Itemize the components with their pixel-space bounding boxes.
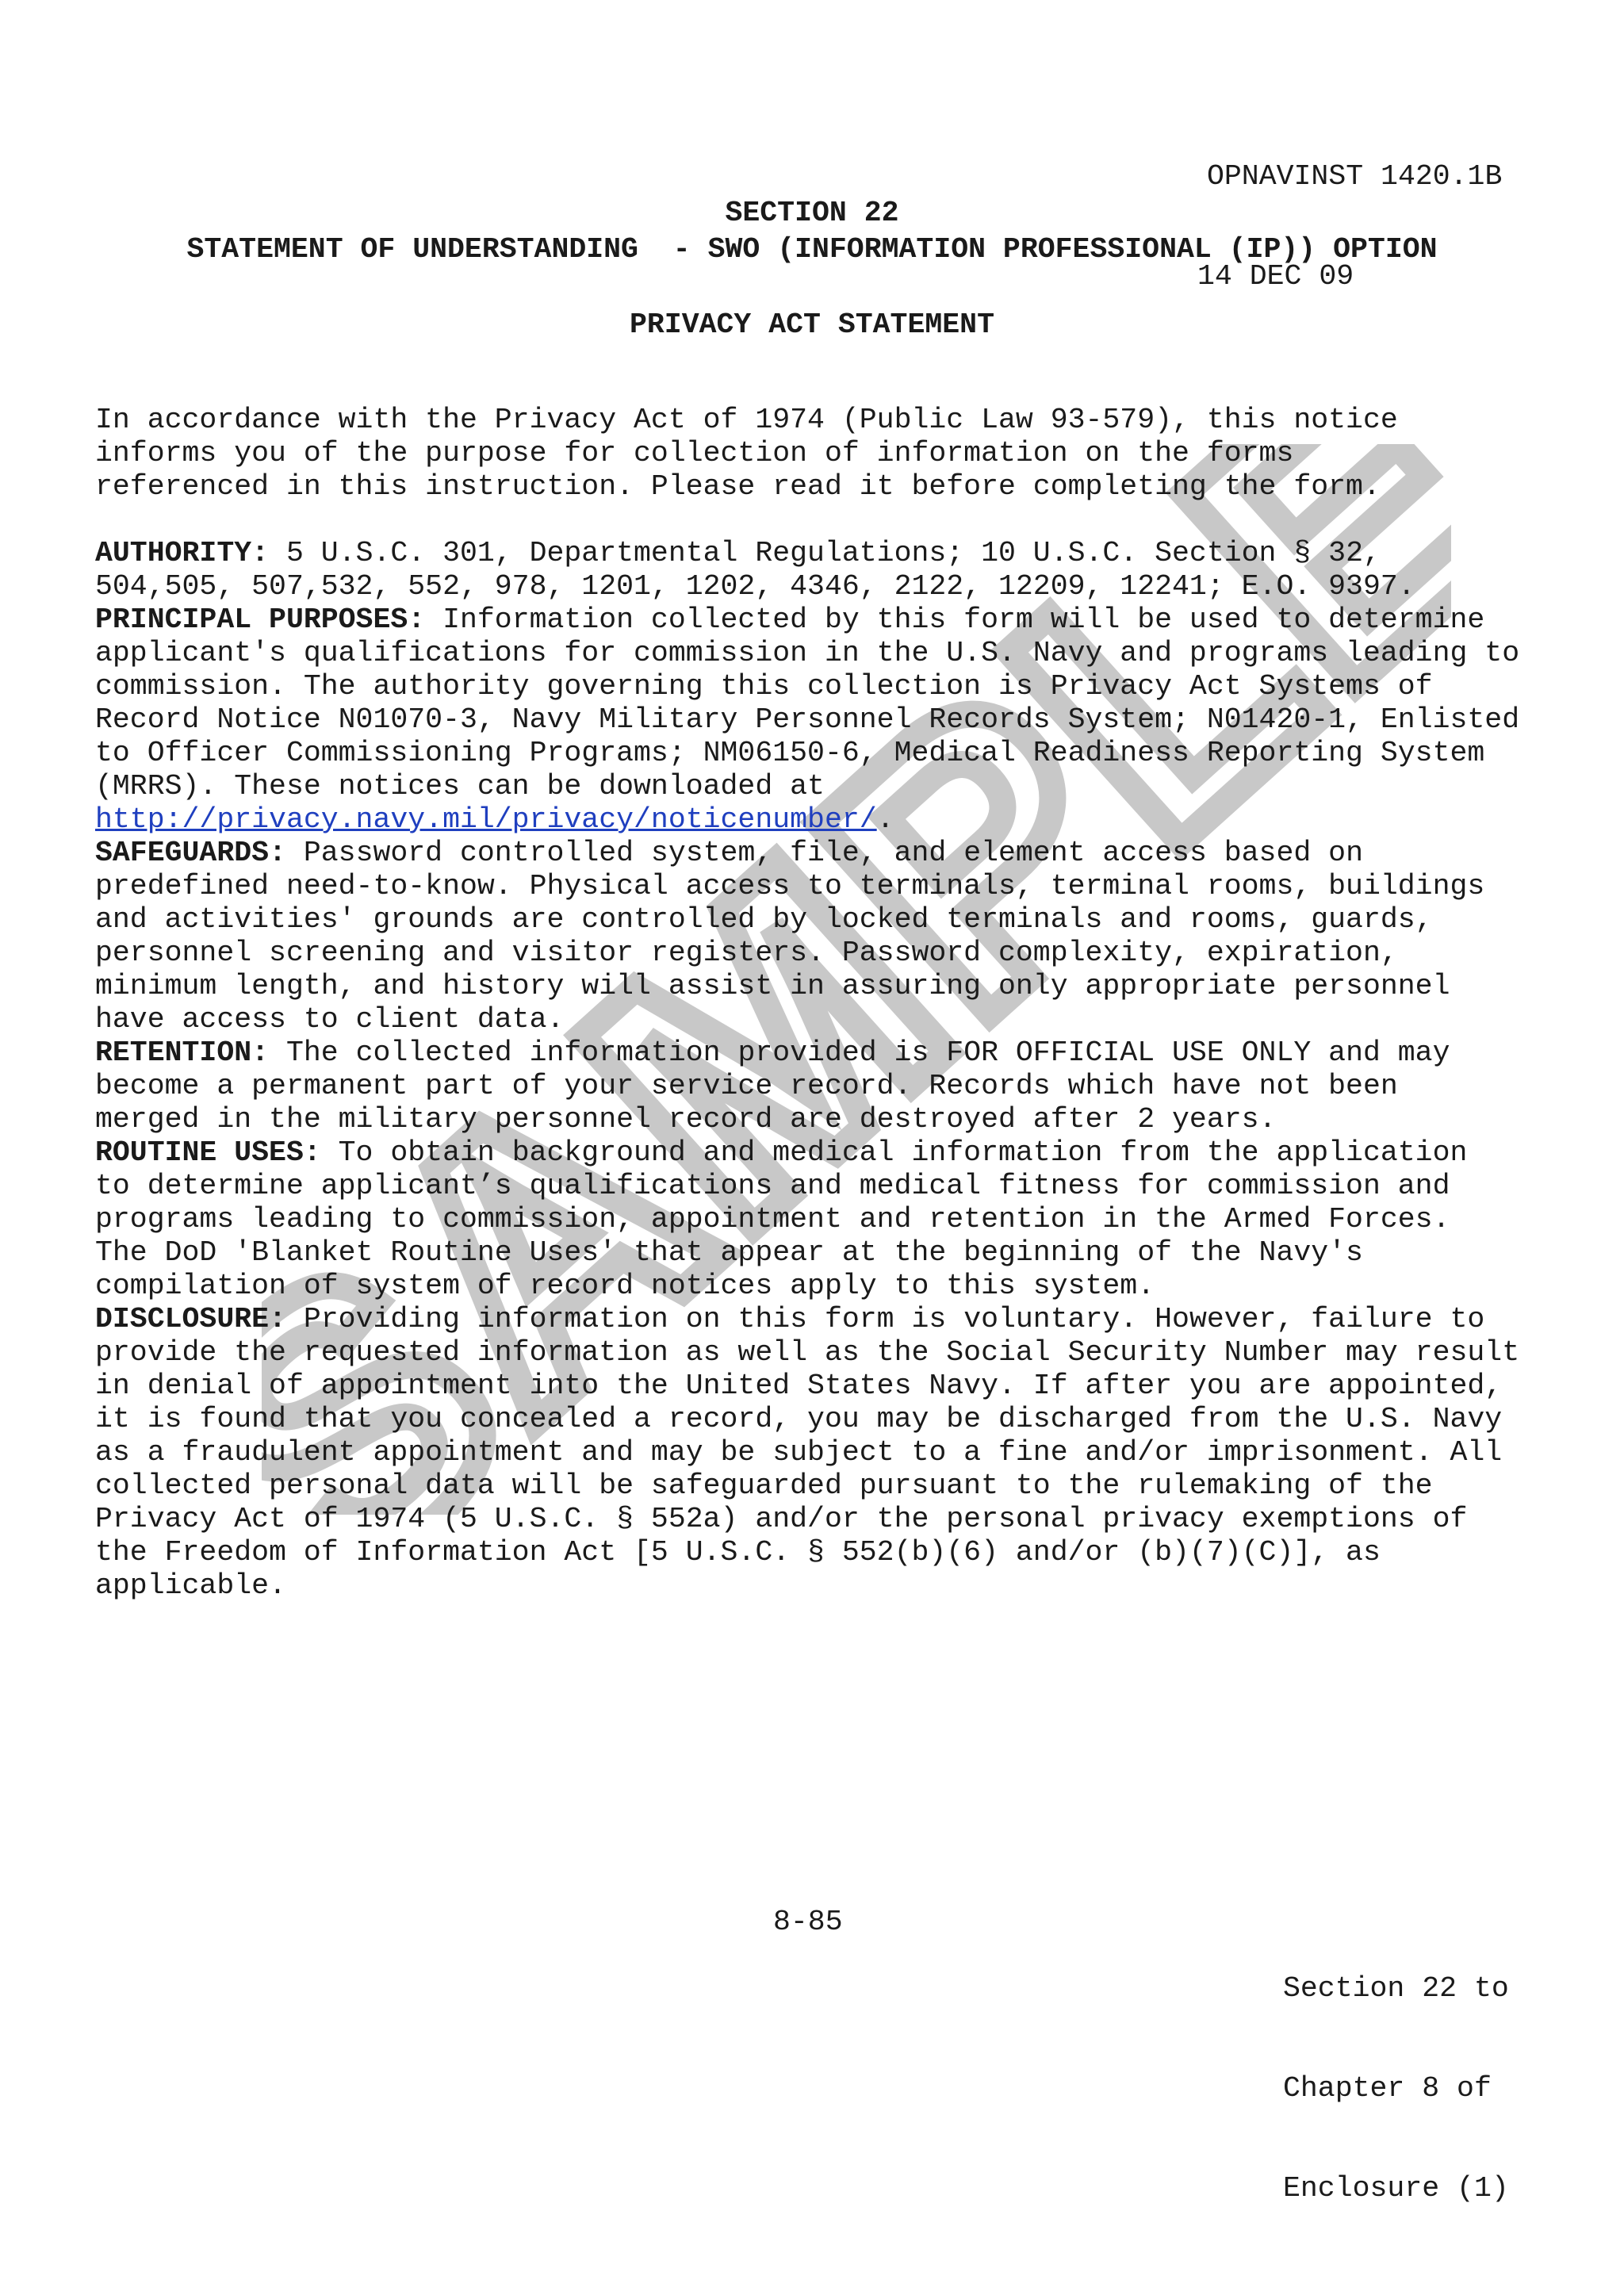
privacy-act-heading: PRIVACY ACT STATEMENT bbox=[630, 308, 994, 341]
footer-location-line-1: Section 22 to bbox=[1283, 1972, 1509, 2005]
routine-uses-text: To obtain background and medical information from the application to determine applicant’s qualifications and medical fitness for commission and programs leading to commission, appointment and retention in the Armed Forces. The DoD 'Blanket Routine Uses' that appear at the beginning of the Navy's compilation of system of record notices apply to this system. bbox=[95, 1136, 1468, 1302]
authority-text: 5 U.S.C. 301, Departmental Regulations; 10 U.S.C. Section § 32, 504,505, 507,532, 552, 978, 1201, 1202, 4346, 2122, 12209, 12241; E.O. 9397. bbox=[95, 536, 1415, 603]
principal-purposes-text: Information collected by this form will be used to determine applicant's qualifications for commission in the U.S. Navy and programs leading to commission. The authority governing this collection is Privacy Act Systems of Record Notice N01070-3, Navy Military Personnel Records System; N01420-1, Enlisted to Officer Commissioning Programs; NM06150-6, Medical Readiness Reporting System (MRRS). These notices can be downloaded at bbox=[95, 603, 1520, 803]
safeguards-paragraph bbox=[95, 837, 1602, 1036]
retention-text: The collected information provided is FOR OFFICIAL USE ONLY and may become a permanent part of your service record. Records which have not been merged in the military personnel record are destroyed after 2 years. bbox=[95, 1036, 1450, 1136]
document-title bbox=[0, 195, 1624, 268]
section-subtitle: STATEMENT OF UNDERSTANDING - SWO (INFORMATION PROFESSIONAL (IP)) OPTION bbox=[186, 233, 1438, 266]
footer-location bbox=[1283, 1906, 1509, 2272]
footer-location-line-2: Chapter 8 of bbox=[1283, 2072, 1492, 2105]
safeguards-text: Password controlled system, file, and element access based on predefined need-to-know. Physical access to terminals, terminal rooms, buildings and activities' grounds are controlled by locked terminals and rooms, guards, personnel screening and visitor registers. Password complexity, expiration, minimum length, and history will assist in assuring only appropriate personnel have access to client data. bbox=[95, 836, 1485, 1036]
disclosure-text: Providing information on this form is voluntary. However, failure to provide the requested information as well as the Social Security Number may result in denial of appointment into the United States Navy. If after you are appointed, it is found that you concealed a record, you may be discharged from the U.S. Navy as a fraudulent appointment and may be subject to a fine and/or imprisonment. All collected personal data will be safeguarded pursuant to the rulemaking of the Privacy Act of 1974 (5 U.S.C. § 552a) and/or the personal privacy exemptions of the Freedom of Information Act [5 U.S.C. § 552(b)(6) and/or (b)(7)(C)], as applicable. bbox=[95, 1302, 1520, 1602]
footer-location-line-3: Enclosure (1) bbox=[1283, 2172, 1509, 2205]
principal-purposes-label: PRINCIPAL PURPOSES: bbox=[95, 603, 426, 636]
page-number: 8-85 bbox=[773, 1906, 843, 1938]
doc-date: 14 DEC 09 bbox=[1197, 260, 1354, 293]
privacy-notice-link[interactable]: http://privacy.navy.mil/privacy/noticenumber/ bbox=[95, 803, 877, 836]
authority-paragraph bbox=[95, 537, 1602, 603]
watermark-text: SAMPLE bbox=[262, 444, 1451, 1515]
disclosure-paragraph bbox=[95, 1303, 1602, 1603]
retention-label: RETENTION: bbox=[95, 1036, 270, 1069]
routine-uses-label: ROUTINE USES: bbox=[95, 1136, 321, 1169]
disclosure-label: DISCLOSURE: bbox=[95, 1302, 286, 1335]
section-heading: SECTION 22 bbox=[725, 197, 899, 229]
privacy-sections bbox=[95, 537, 1602, 1603]
safeguards-label: SAFEGUARDS: bbox=[95, 836, 286, 869]
routine-uses-paragraph bbox=[95, 1136, 1602, 1303]
principal-purposes-paragraph bbox=[95, 603, 1602, 837]
intro-paragraph: In accordance with the Privacy Act of 1974 (Public Law 93-579), this notice informs you of the purpose for collection of information on the forms referenced in this instruction. Please read it before completing the form. bbox=[95, 403, 1398, 503]
authority-label: AUTHORITY: bbox=[95, 536, 270, 569]
doc-number: OPNAVINST 1420.1B bbox=[1207, 160, 1503, 193]
retention-paragraph bbox=[95, 1036, 1602, 1136]
principal-purposes-end: . bbox=[876, 803, 894, 836]
document-body bbox=[95, 374, 1602, 1603]
